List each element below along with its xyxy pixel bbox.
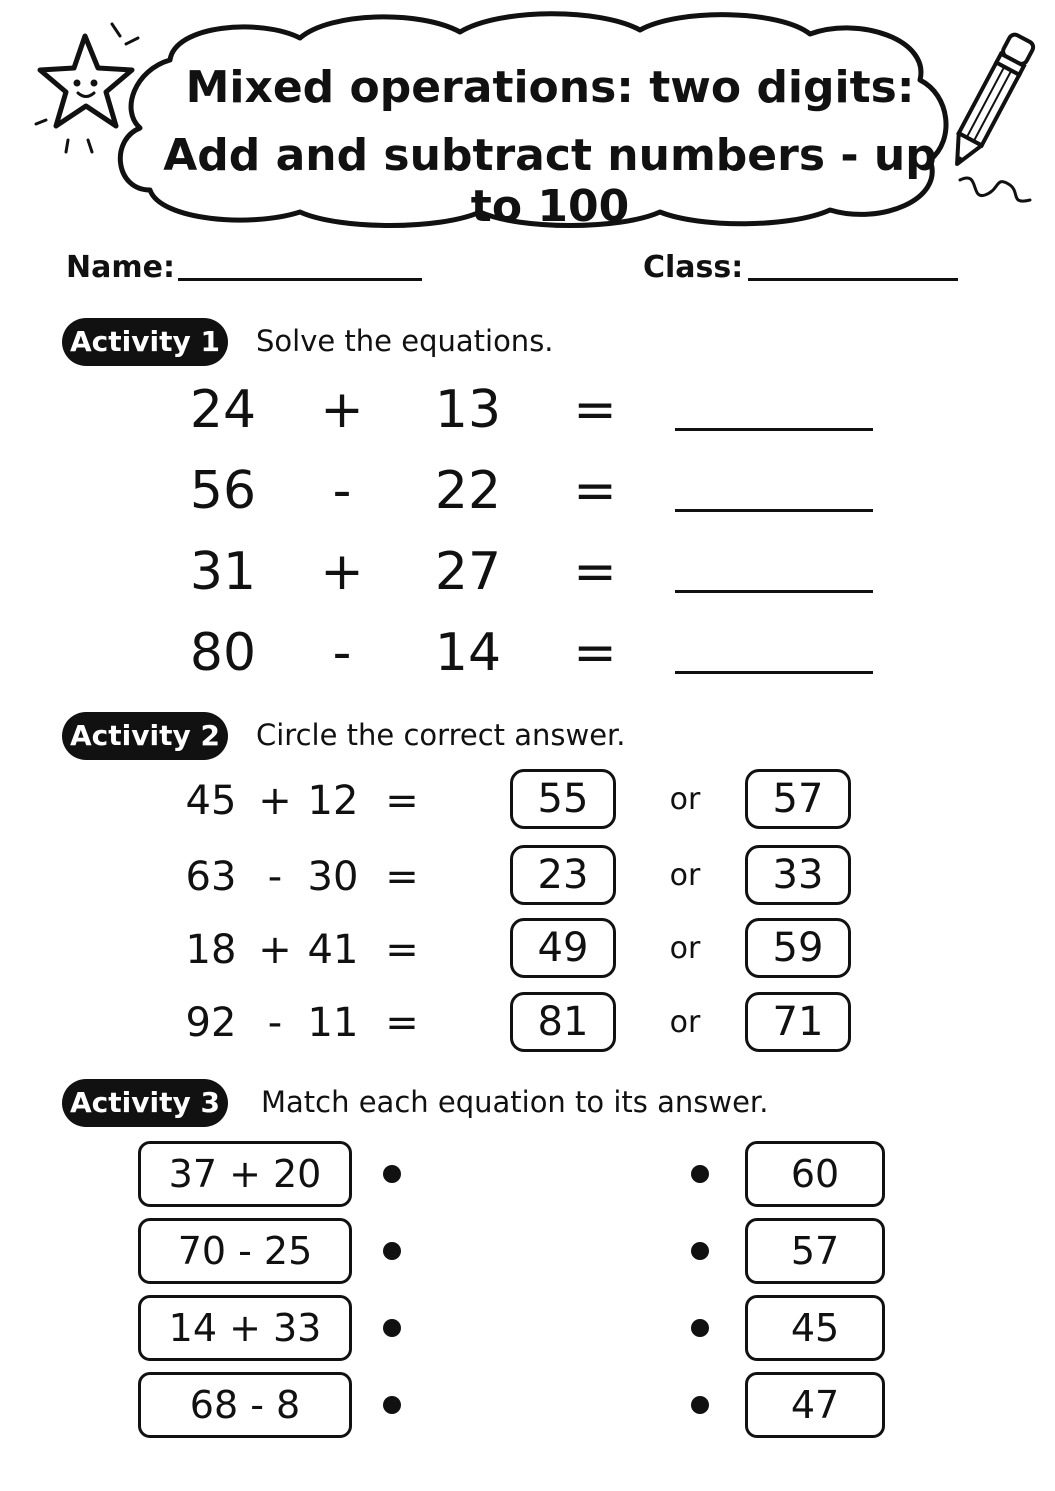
match-answer[interactable]: 45 bbox=[745, 1295, 885, 1361]
match-equation[interactable]: 14 + 33 bbox=[138, 1295, 352, 1361]
operand-a: 24 bbox=[189, 380, 257, 440]
operand-b: 27 bbox=[434, 542, 502, 602]
answer-blank[interactable] bbox=[675, 671, 873, 674]
equals-sign: = bbox=[573, 542, 617, 602]
equals-sign: = bbox=[385, 927, 419, 973]
smiling-star-icon bbox=[30, 18, 145, 158]
operand-a: 63 bbox=[185, 854, 237, 900]
operand-b: 12 bbox=[307, 778, 359, 824]
equals-sign: = bbox=[573, 461, 617, 521]
operand-a: 56 bbox=[189, 461, 257, 521]
activity-1-badge: Activity 1 bbox=[62, 318, 228, 366]
match-dot-left[interactable] bbox=[383, 1319, 401, 1337]
class-label: Class: bbox=[643, 250, 744, 285]
equals-sign: = bbox=[385, 1000, 419, 1046]
match-answer[interactable]: 47 bbox=[745, 1372, 885, 1438]
name-label: Name: bbox=[66, 250, 175, 285]
operand-b: 30 bbox=[307, 854, 359, 900]
match-dot-left[interactable] bbox=[383, 1396, 401, 1414]
match-answer[interactable]: 60 bbox=[745, 1141, 885, 1207]
or-label: or bbox=[669, 858, 701, 893]
answer-option-1[interactable]: 55 bbox=[510, 769, 616, 829]
operand-b: 14 bbox=[434, 623, 502, 683]
activity-3-instruction: Match each equation to its answer. bbox=[261, 1085, 769, 1119]
answer-option-1[interactable]: 81 bbox=[510, 992, 616, 1052]
answer-option-2[interactable]: 59 bbox=[745, 918, 851, 978]
operator: - bbox=[332, 461, 352, 521]
match-equation[interactable]: 37 + 20 bbox=[138, 1141, 352, 1207]
equals-sign: = bbox=[573, 623, 617, 683]
title-line-1: Mixed operations: two digits: bbox=[185, 62, 915, 113]
operand-a: 92 bbox=[185, 1000, 237, 1046]
match-dot-left[interactable] bbox=[383, 1165, 401, 1183]
match-dot-right[interactable] bbox=[691, 1242, 709, 1260]
operand-b: 13 bbox=[434, 380, 502, 440]
activity-3-badge: Activity 3 bbox=[62, 1079, 228, 1127]
answer-option-2[interactable]: 57 bbox=[745, 769, 851, 829]
operand-a: 18 bbox=[185, 927, 237, 973]
operator: + bbox=[258, 927, 292, 973]
match-equation[interactable]: 68 - 8 bbox=[138, 1372, 352, 1438]
operand-a: 45 bbox=[185, 778, 237, 824]
equals-sign: = bbox=[385, 778, 419, 824]
activity-2-instruction: Circle the correct answer. bbox=[256, 718, 626, 752]
operator: + bbox=[258, 778, 292, 824]
operator: - bbox=[267, 1000, 283, 1046]
operand-a: 80 bbox=[189, 623, 257, 683]
answer-option-1[interactable]: 23 bbox=[510, 845, 616, 905]
activity-2-badge: Activity 2 bbox=[62, 712, 228, 760]
operator: - bbox=[267, 854, 283, 900]
operand-b: 41 bbox=[307, 927, 359, 973]
match-dot-left[interactable] bbox=[383, 1242, 401, 1260]
operand-b: 11 bbox=[307, 1000, 359, 1046]
match-answer[interactable]: 57 bbox=[745, 1218, 885, 1284]
match-equation[interactable]: 70 - 25 bbox=[138, 1218, 352, 1284]
title-line-2: Add and subtract numbers - up to 100 bbox=[163, 130, 937, 232]
match-dot-right[interactable] bbox=[691, 1165, 709, 1183]
answer-blank[interactable] bbox=[675, 428, 873, 431]
activity-1-instruction: Solve the equations. bbox=[256, 324, 554, 358]
answer-option-1[interactable]: 49 bbox=[510, 918, 616, 978]
or-label: or bbox=[669, 931, 701, 966]
operator: + bbox=[320, 380, 364, 440]
equals-sign: = bbox=[573, 380, 617, 440]
operator: + bbox=[320, 542, 364, 602]
equals-sign: = bbox=[385, 854, 419, 900]
answer-option-2[interactable]: 33 bbox=[745, 845, 851, 905]
match-dot-right[interactable] bbox=[691, 1319, 709, 1337]
or-label: or bbox=[669, 1005, 701, 1040]
class-field[interactable] bbox=[748, 278, 958, 281]
operand-b: 22 bbox=[434, 461, 502, 521]
answer-option-2[interactable]: 71 bbox=[745, 992, 851, 1052]
match-dot-right[interactable] bbox=[691, 1396, 709, 1414]
answer-blank[interactable] bbox=[675, 509, 873, 512]
name-field[interactable] bbox=[178, 278, 422, 281]
or-label: or bbox=[669, 782, 701, 817]
operator: - bbox=[332, 623, 352, 683]
answer-blank[interactable] bbox=[675, 590, 873, 593]
operand-a: 31 bbox=[189, 542, 257, 602]
